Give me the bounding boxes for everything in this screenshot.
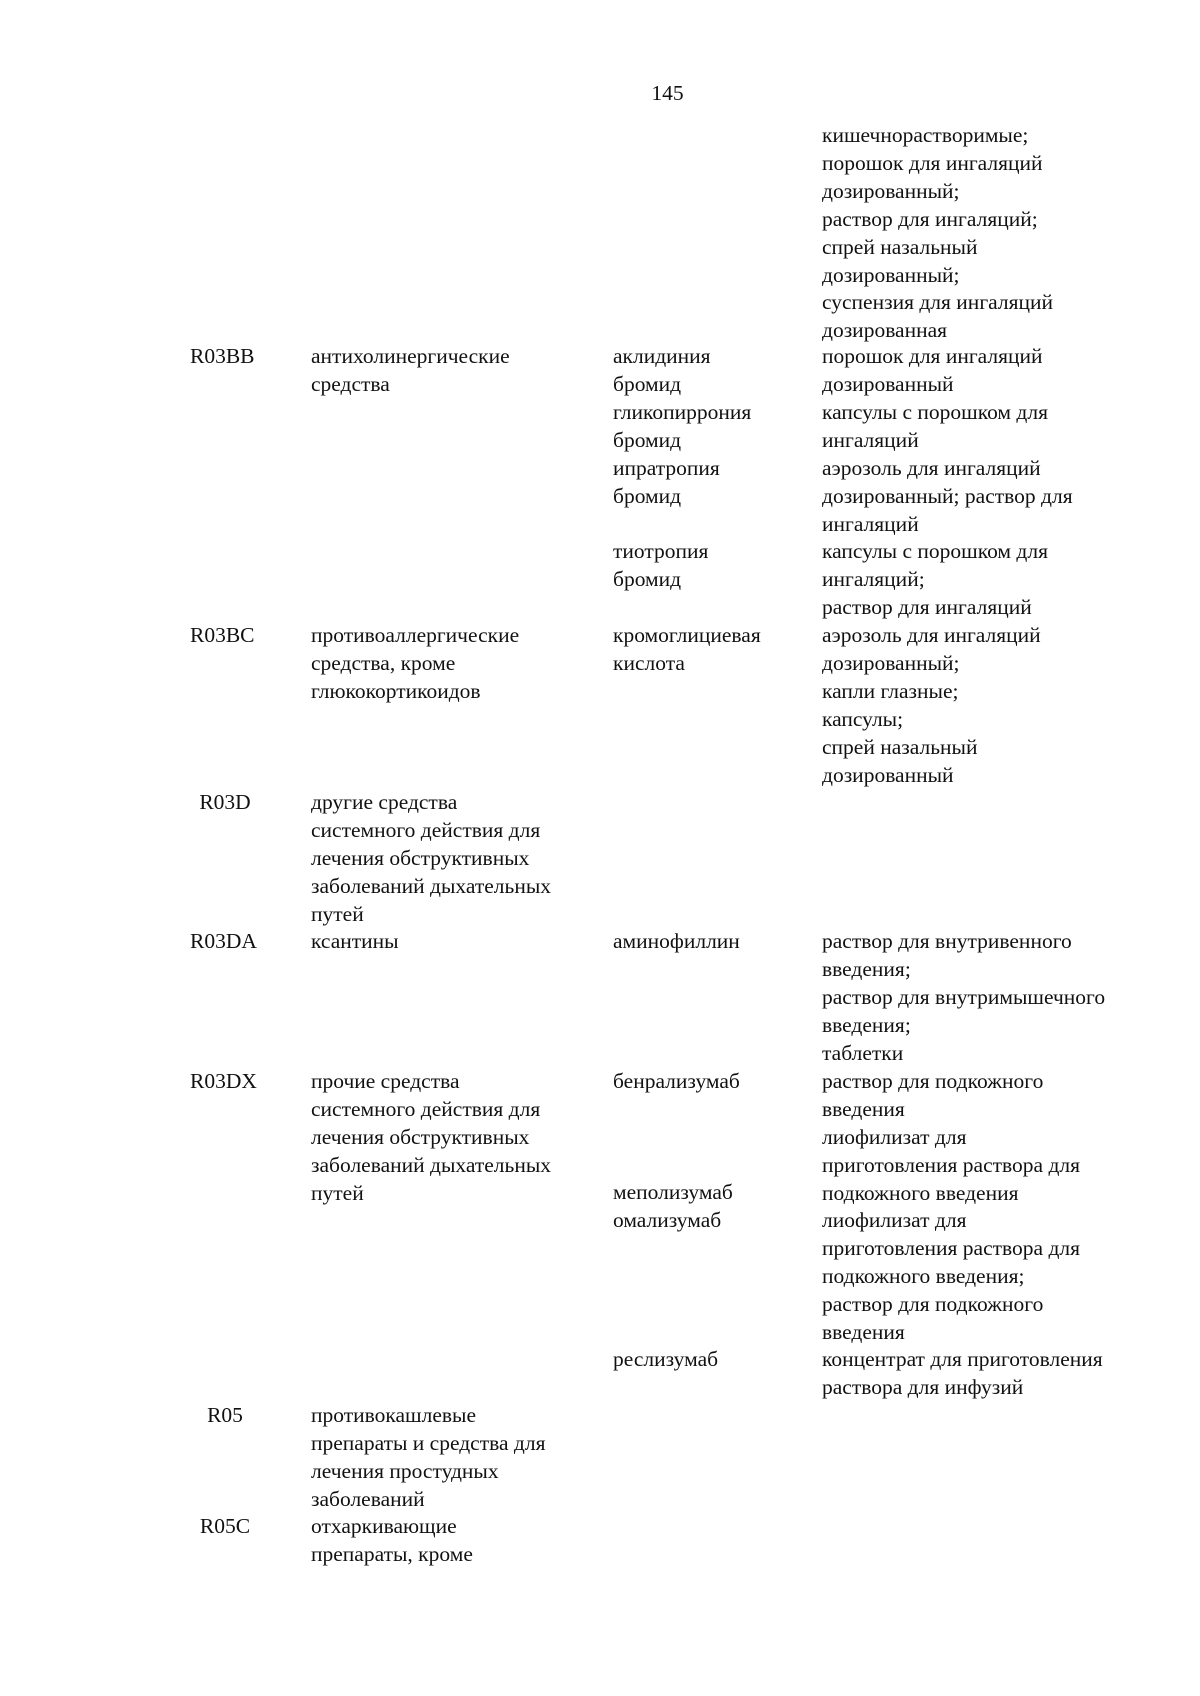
atc-code-r03d: R03D — [199, 790, 251, 814]
drug-name: реслизумаб — [613, 1347, 719, 1371]
group-name-r03bb: антихолинергические средства — [311, 344, 510, 396]
atc-code-r03bb: R03BB — [190, 344, 255, 368]
dosage-forms: капсулы с порошком для ингаляций; раствор для ингаляций — [822, 539, 1048, 619]
group-name-r03d: другие средства системного действия для лечения обструктивных заболеваний дыхательных путей — [311, 790, 552, 926]
drug-name: бенрализумаб — [613, 1069, 740, 1093]
drug-name: аклидиния бромид — [613, 344, 711, 396]
dosage-forms: раствор для внутривенного введения; раствор для внутримышечного введения; таблетки — [822, 929, 1106, 1065]
group-name-r05c: отхаркивающие препараты, кроме — [311, 1514, 473, 1566]
drug-name: кромоглициевая кислота — [613, 623, 761, 675]
continuation-dosage-forms: кишечнорастворимые; порошок для ингаляций дозированный; раствор для ингаляций; спрей назальный дозированный; суспензия для ингаляций дозированная — [822, 123, 1053, 343]
drug-name: меполизумаб — [613, 1180, 733, 1204]
drug-name: аминофиллин — [613, 929, 740, 953]
group-name-r03dx: прочие средства системного действия для лечения обструктивных заболеваний дыхательных путей — [311, 1069, 552, 1205]
drug-name: ипратропия бромид — [613, 456, 720, 508]
dosage-forms: капсулы с порошком для ингаляций — [822, 400, 1048, 452]
group-name-r05: противокашлевые препараты и средства для лечения простудных заболеваний — [311, 1403, 546, 1511]
atc-code-r03bc: R03BC — [190, 623, 255, 647]
atc-code-r05c: R05C — [199, 1514, 251, 1538]
dosage-forms: раствор для подкожного введения — [822, 1069, 1044, 1121]
dosage-forms: аэрозоль для ингаляций дозированный; капли глазные; капсулы; спрей назальный дозированный — [822, 623, 1041, 787]
atc-code-r05: R05 — [207, 1403, 243, 1427]
group-name-r03bc: противоаллергические средства, кроме глюкокортикоидов — [311, 623, 520, 703]
dosage-forms: лиофилизат для приготовления раствора для подкожного введения; раствор для подкожного введения — [822, 1208, 1080, 1344]
dosage-forms: порошок для ингаляций дозированный — [822, 344, 1043, 396]
atc-code-r03dx: R03DX — [190, 1069, 257, 1093]
dosage-forms: концентрат для приготовления раствора для инфузий — [822, 1347, 1103, 1399]
drug-name: гликопиррония бромид — [613, 400, 752, 452]
dosage-forms: лиофилизат для приготовления раствора для подкожного введения — [822, 1125, 1080, 1205]
group-name-r03da: ксантины — [311, 929, 399, 953]
page-number: 145 — [651, 81, 684, 105]
drug-name: омализумаб — [613, 1208, 722, 1232]
dosage-forms: аэрозоль для ингаляций дозированный; раствор для ингаляций — [822, 456, 1073, 536]
atc-code-r03da: R03DA — [190, 929, 257, 953]
drug-name: тиотропия бромид — [613, 539, 709, 591]
